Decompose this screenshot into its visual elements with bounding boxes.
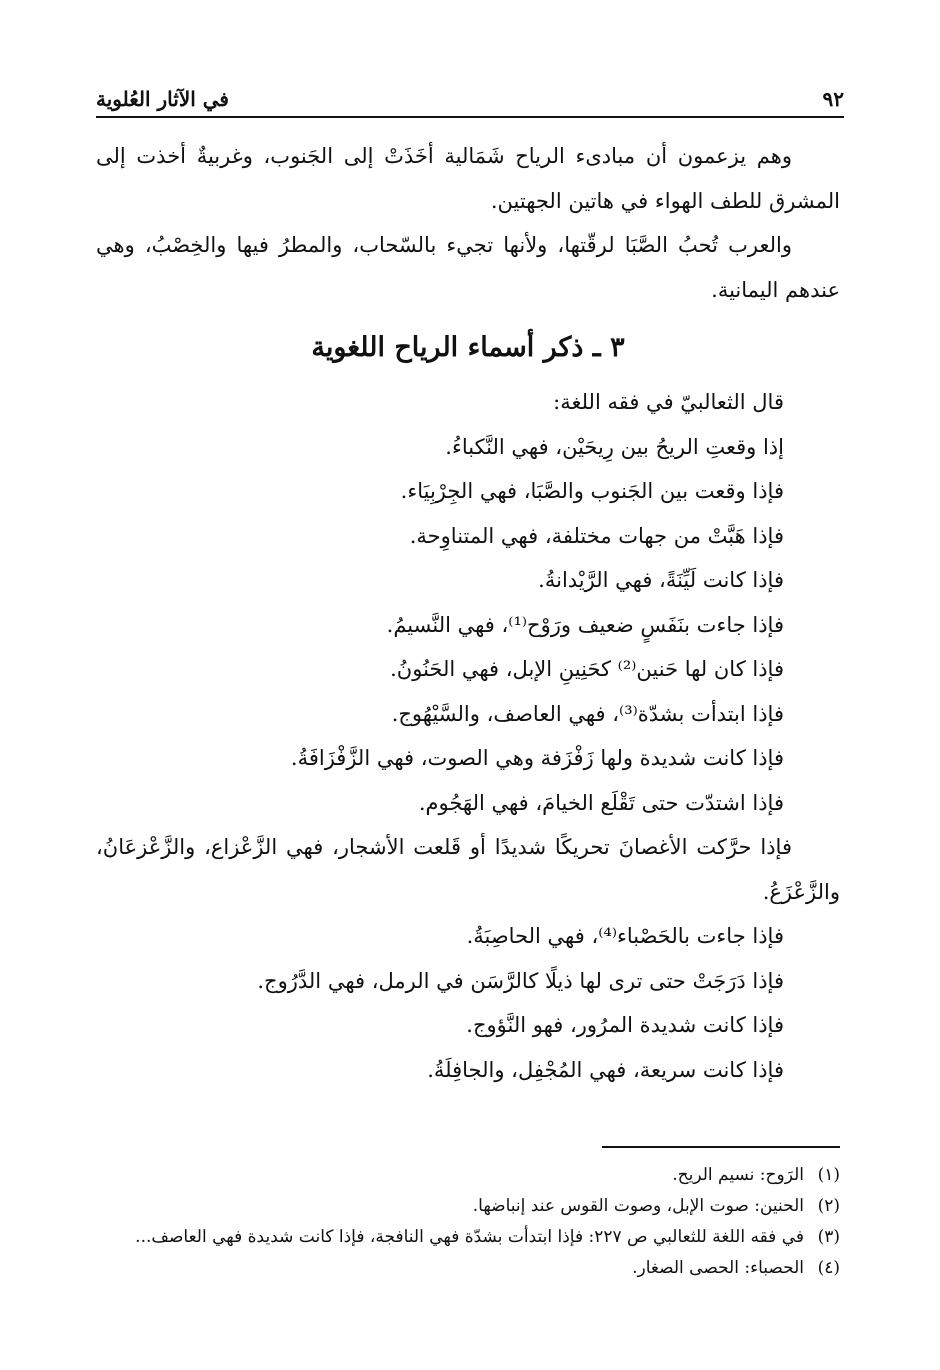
footnotes: [96, 1160, 840, 1284]
footnote: [96, 1222, 840, 1253]
text-line: فإذا جاءت بنَفَسٍ ضعيف ورَوْح⁽¹⁾، فهي النَّسيمُ.: [386, 612, 784, 637]
footnote-number: (٢): [817, 1196, 840, 1216]
text-line: فإذا دَرَجَتْ حتى ترى لها ذيلًا كالرَّسَن في الرمل، فهي الدَّرُوج.: [257, 968, 784, 993]
text-line: فإذا كانت سريعة، فهي المُجْفِل، والجافِلَةُ.: [427, 1057, 784, 1082]
text-line: إذا وقعتِ الريحُ بين رِيحَيْن، فهي النَّكباءُ.: [445, 434, 784, 459]
text-line: قال الثعالبيّ في فقه اللغة:: [553, 390, 784, 414]
text-line: فإذا كانت شديدة المرُور، فهو النَّؤوج.: [466, 1013, 784, 1037]
text-line: فإذا كانت لَيِّنَةً، فهي الرَّيْدانةُ.: [538, 568, 784, 592]
text-line: فإذا ابتدأت بشدّة⁽³⁾، فهي العاصف، والسَّيْهُوج.: [391, 701, 784, 726]
footnote-number: (٤): [817, 1258, 840, 1278]
section-heading: ٣ ـ ذكر أسماء الرياح اللغوية: [311, 332, 625, 363]
footnote: [96, 1160, 840, 1191]
footnote-number: (١): [817, 1165, 840, 1185]
paragraph-3: فإذا حرَّكت الأغصانَ تحريكًا شديدًا أو قَلعت الأشجار، فهي الزَّعْزاع، والزَّعْزعَانُ، والزَّعْزَعُ.: [96, 835, 840, 904]
paragraph-2: والعرب تُحبُ الصَّبَا لرقّتها، ولأنها تجيء بالسّحاب، والمطرُ فيها والخِصْبُ، وهي عندهم اليمانية.: [96, 233, 840, 302]
footnote-divider: [602, 1146, 840, 1148]
text-line: فإذا جاءت بالحَصْباء⁽⁴⁾، فهي الحاصِبَةُ.: [466, 924, 784, 948]
paragraph-1: وهم يزعمون أن مبادىء الرياح شَمَالية أخَذَتْ إلى الجَنوب، وغربيةٌ أخذت إلى المشرق للطف الهواء في هاتين الجهتين.: [96, 144, 840, 213]
footnote-text: الحنين: صوت الإبل، وصوت القوس عند إنباضها.: [472, 1196, 804, 1216]
page-number: ٩٢: [822, 87, 844, 111]
footnote: [96, 1253, 840, 1284]
text-line: فإذا كانت شديدة ولها زَفْزَفة وهي الصوت، فهي الزَّفْزَافَةُ.: [290, 746, 784, 770]
footnote-text: الحصباء: الحصى الصغار.: [632, 1258, 804, 1278]
page-header: [96, 82, 844, 118]
footnote: [96, 1191, 840, 1222]
text-line: فإذا وقعت بين الجَنوب والصَّبَا، فهي الجِرْبِيَاء.: [400, 479, 784, 503]
footnote-text: الرَوح: نسيم الريح.: [672, 1165, 804, 1185]
text-line: فإذا هَبَّتْ من جهات مختلفة، فهي المتناوِحة.: [409, 523, 784, 548]
main-text: [96, 134, 840, 1092]
text-line: فإذا اشتدّت حتى تَقْلَع الخيامَ، فهي الهَجُوم.: [418, 790, 784, 815]
running-title: في الآثار العُلوية: [96, 87, 229, 111]
footnote-number: (٣): [817, 1227, 840, 1247]
footnote-text: في فقه اللغة للثعالبي ص ٢٢٧: فإذا ابتدأت بشدّة فهي النافجة، فإذا كانت شديدة فهي العاصف...: [135, 1227, 804, 1247]
text-line: فإذا كان لها حَنين⁽²⁾ كحَنِينِ الإبل، فهي الحَنُونُ.: [390, 657, 784, 681]
